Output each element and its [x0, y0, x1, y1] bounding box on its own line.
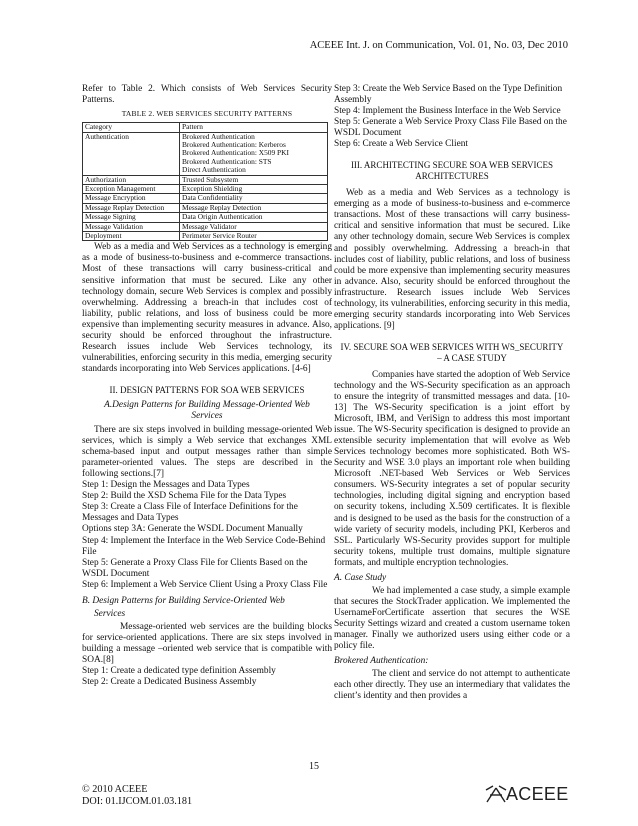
table-header-row: [83, 123, 328, 132]
section-heading-4-line1: IV. SECURE SOA WEB SERVICES WITH WS_SECURITY: [340, 341, 564, 352]
page-number: 15: [309, 761, 319, 772]
step-a-item: Step 3: Create a Class File of Interface Definitions for the Messages and Data Types: [82, 502, 298, 524]
step-a-item: Step 2: Build the XSD Schema File for the Data Types: [82, 491, 287, 502]
table-cell-pattern: Pattern: [180, 123, 328, 132]
steps-list-b: [82, 666, 332, 688]
steps-list-a: [82, 480, 332, 590]
step-b-item: Step 6: Create a Web Service Client: [334, 139, 469, 150]
running-header: ACEEE Int. J. on Communication, Vol. 01, No. 03, Dec 2010: [309, 40, 568, 51]
table-cell-pattern: Message Validator: [180, 222, 328, 231]
table-row: [83, 231, 328, 240]
step-b-item: Step 4: Implement the Business Interface in the Web Service: [334, 106, 561, 117]
table-cell-pattern: Message Replay Detection: [180, 203, 328, 212]
security-patterns-table: [82, 122, 328, 241]
section-heading-4-line2: – A CASE STUDY: [437, 352, 507, 363]
subsection-heading-a-line2: Services: [191, 410, 223, 421]
table-cell-pattern: Perimeter Service Router: [180, 231, 328, 240]
table-cell-category: Message Encryption: [83, 194, 180, 203]
table-cell-pattern: Trusted Subsystem: [180, 175, 328, 184]
footer-info: [82, 784, 192, 808]
step-a-item: Step 5: Generate a Proxy Class File for Clients Based on the WSDL Document: [82, 557, 308, 579]
step-b-item: Step 5: Generate a Web Service Proxy Class File Based on the WSDL Document: [334, 117, 567, 139]
subsection-heading-a-line1: A.Design Patterns for Building Message-Oriented Web: [104, 399, 310, 410]
table-cell-category: Message Signing: [83, 213, 180, 222]
subsection-brokered-auth: Brokered Authentication:: [334, 656, 429, 667]
subsection-heading-b-line1: B. Design Patterns for Building Service-Oriented Web: [82, 595, 285, 606]
table-row: [83, 213, 328, 222]
table-cell-pattern: Data Origin Authentication: [180, 213, 328, 222]
table-cell-pattern: Data Confidentiality: [180, 194, 328, 203]
logo-text: ACEEE: [506, 784, 569, 804]
subsection-heading-b-line2: Services: [94, 608, 126, 619]
table-cell-category: Message Replay Detection: [83, 203, 180, 212]
step-a-item: Options step 3A: Generate the WSDL Document Manually: [82, 524, 303, 535]
steps-list-b-continued: [334, 84, 570, 150]
table-caption: TABLE 2. WEB SERVICES SECURITY PATTERNS: [121, 109, 293, 119]
doi-text: DOI: 01.IJCOM.01.03.181: [82, 796, 193, 807]
table-cell-category: Authorization: [83, 175, 180, 184]
step-b-item: Step 3: Create the Web Service Based on the Type Definition Assembly: [334, 84, 563, 106]
body-paragraph-broker: The client and service do not attempt to authenticate each other directly. They use an intermediary that validates the client’s identity and then provides a: [334, 669, 570, 702]
table-cell-category: Exception Management: [83, 184, 180, 193]
subsection-case-study: A. Case Study: [334, 572, 387, 583]
body-paragraph-1: Web as a media and Web Services as a technology is emerging as a mode of business-to-business and e-commerce transactions. Most of these transactions will carry business-critical and sensitive information that must be secured. Like any other technology domain, secure Web Services is complex and possibly overwhelming. Addressing a breach-in that includes cost of liability, public relations, and loss of business could be more expensive than implementing security measures in advance. Also, security should be enforced throughout the infrastructure. Research issues include Web Services technology, its vulnerabilities, enforcing security in this media, emerging security standards incorporating into Web Services applications. [4-6]: [82, 242, 332, 374]
step-a-item: Step 1: Design the Messages and Data Types: [82, 480, 250, 491]
body-paragraph-case: We had implemented a case study, a simple example that secures the StockTrader application. We implemented the UsernameForCertificate assertion that secures the WSE Security Settings wizard and created a custom username token manager. Finally we authorized users using either code or a policy file.: [334, 585, 570, 652]
body-paragraph-b: Message-oriented web services are the building blocks for service-oriented applications. There are six steps involved in building a message –oriented web service that is compatible with SOA.[8]: [82, 621, 332, 665]
step-a-item: Step 4: Implement the Interface in the Web Service Code-Behind File: [82, 535, 326, 557]
table-cell-pattern: Brokered Authentication Brokered Authentication: Kerberos Brokered Authentication: X509 PKI Brokered Authentication: STS Direct Authentication: [180, 132, 328, 175]
table-row: [83, 132, 328, 175]
body-paragraph-3: Web as a media and Web Services as a technology is emerging as a mode of business-to-business and e-commerce transactions. Most of these transactions will carry business-critical and sensitive information that must be secured. Like any other technology domain, secure Web Services is complex and possibly overwhelming. Addressing a breach-in that includes cost of liability, public relations, and loss of business could be more expensive than implementing security measures in advance. Also, security should be enforced throughout the infrastructure. Research issues include Web Services technology, its vulnerabilities, enforcing security in this media, emerging security standards incorporating into Web Services applications. [9]: [334, 188, 570, 331]
logo-mark-icon: [484, 782, 508, 806]
left-column: [82, 84, 332, 688]
body-paragraph-4: Companies have started the adoption of Web Service technology and the WS-Security specification as an approach to ensure the integrity of transmitted messages and data. [10-13] The WS-Security specification is a joint effort by Microsoft, IBM, and VeriSign to address this most important issue. The WS-Security specification is designed to provide an extensible security implementation that will evolve as Web Services technology becomes more sophisticated. Both WS-Security and WSE 3.0 plays an important role when building Microsoft .NET-based Web Services or Web Services consumers. WS-Security integrates a set of popular security technologies, including digital signing and encryption based on security tokens, including X.509 certificates. It is flexible and is designed to be used as the basis for the construction of a wide variety of security models, including PKI, Kerberos and SSL. Particularly WS-Security provides support for multiple security tokens, multiple trust domains, multiple signature formats, and multiple encryption technologies.: [334, 369, 570, 568]
table-row: [83, 194, 328, 203]
section-heading-2: II. DESIGN PATTERNS FOR SOA WEB SERVICES: [109, 384, 305, 395]
table-cell-category: Message Validation: [83, 222, 180, 231]
step-b-item: Step 2: Create a Dedicated Business Assembly: [82, 677, 257, 688]
section-heading-3-line1: III. ARCHITECTING SECURE SOA WEB SERVICES: [350, 160, 554, 171]
section-heading-3-line2: ARCHITECTURES: [415, 171, 489, 182]
copyright-text: © 2010 ACEEE: [82, 784, 148, 795]
aceee-logo: [484, 782, 574, 806]
right-column: [334, 84, 570, 702]
table-cell-category: Category: [83, 123, 180, 132]
table-cell-pattern: Exception Shielding: [180, 184, 328, 193]
table-cell-category: Authentication: [83, 132, 180, 175]
table-cell-category: Deployment: [83, 231, 180, 240]
body-paragraph-a: There are six steps involved in building message-oriented Web services, which is simply a Web service that exchanges XML schema-based input and output messages rather than simple parameter-oriented values. The steps are described in the following sections.[7]: [82, 425, 332, 480]
step-a-item: Step 6: Implement a Web Service Client Using a Proxy Class File: [82, 579, 328, 590]
intro-paragraph: Refer to Table 2. Which consists of Web Services Security Patterns.: [82, 84, 332, 106]
step-b-item: Step 1: Create a dedicated type definition Assembly: [82, 666, 276, 677]
